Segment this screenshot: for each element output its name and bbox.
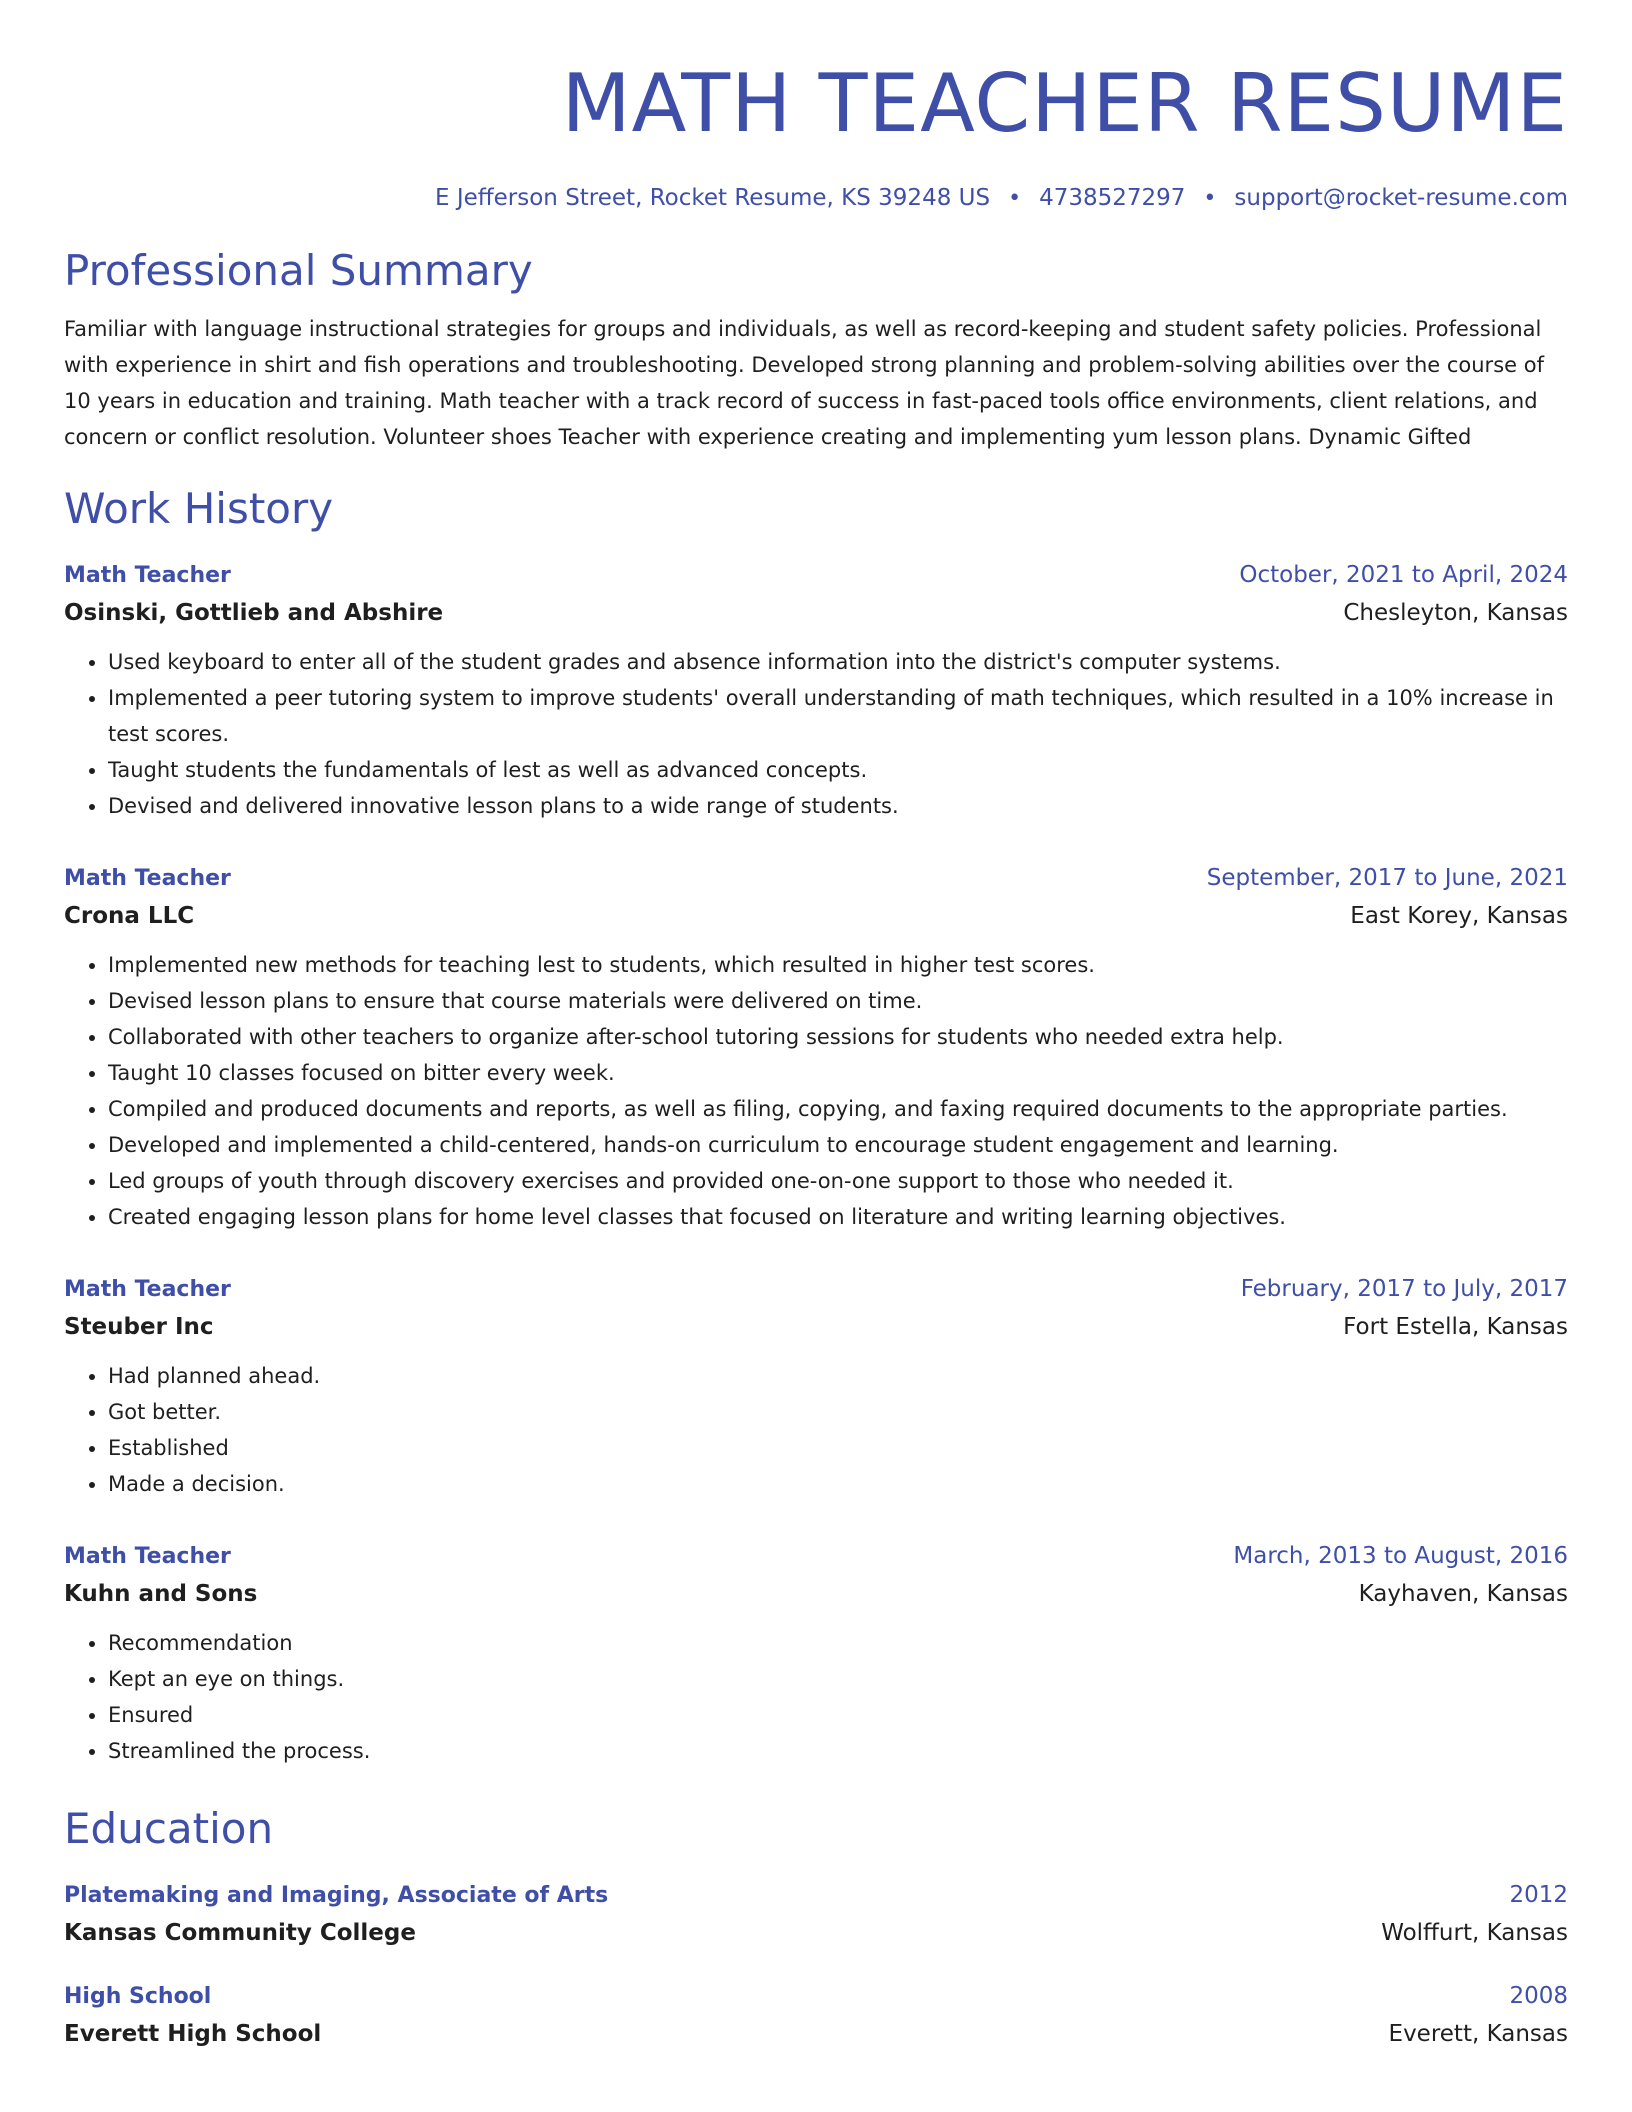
job-bullet: • Streamlined the process. — [108, 1733, 1568, 1769]
summary-heading: Professional Summary — [64, 246, 533, 295]
job-bullet: • Devised lesson plans to ensure that course materials were delivered on time. — [108, 983, 1568, 1019]
job-dates: February, 2017 to July, 2017 — [1240, 1276, 1568, 1302]
job-dates: March, 2013 to August, 2016 — [1233, 1543, 1568, 1569]
education-degree: Platemaking and Imaging, Associate of Arts — [64, 1883, 609, 1908]
job-role: Math Teacher — [64, 866, 231, 891]
job-role: Math Teacher — [64, 1277, 231, 1302]
job-company: Osinski, Gottlieb and Abshire — [64, 600, 444, 626]
contact-line — [64, 182, 1568, 215]
job-dates: September, 2017 to June, 2021 — [1206, 865, 1568, 891]
job-dates: October, 2021 to April, 2024 — [1239, 562, 1568, 588]
job-bullet: • Developed and implemented a child-centered, hands-on curriculum to encourage student engagement and learning. — [108, 1127, 1568, 1163]
job-location: Chesleyton, Kansas — [1343, 600, 1568, 626]
job-bullet: • Collaborated with other teachers to organize after-school tutoring sessions for students who needed extra help. — [108, 1019, 1568, 1055]
job-location: Fort Estella, Kansas — [1343, 1314, 1568, 1340]
job-bullets — [64, 1358, 1568, 1502]
education-location: Wolffurt, Kansas — [1381, 1920, 1568, 1946]
job-bullet: • Got better. — [108, 1394, 1568, 1430]
education-entry — [64, 1877, 1568, 1952]
job-bullets — [64, 1625, 1568, 1769]
resume-title: MATH TEACHER RESUME — [561, 57, 1568, 150]
education-school: Kansas Community College — [64, 1920, 416, 1946]
contact-email: support@rocket-resume.com — [1234, 185, 1568, 211]
education-year: 2008 — [1509, 1983, 1568, 2009]
job-bullet: • Led groups of youth through discovery exercises and provided one-on-one support to those who needed it. — [108, 1163, 1568, 1199]
job-bullet: • Recommendation — [108, 1625, 1568, 1661]
education-school: Everett High School — [64, 2021, 322, 2047]
job-role: Math Teacher — [64, 563, 231, 588]
separator-dot: • — [1008, 186, 1022, 211]
contact-address: E Jefferson Street, Rocket Resume, KS 39248 US — [435, 185, 991, 211]
education-heading: Education — [64, 1804, 274, 1853]
job-bullet: • Taught 10 classes focused on bitter every week. — [108, 1055, 1568, 1091]
summary-text: Familiar with language instructional strategies for groups and individuals, as well as record-keeping and student safety policies. Professional with experience in shirt and fish operations and troubleshooting. Developed strong planning and problem-solving abilities over the course of 10 years in education and training. Math teacher with a track record of success in fast-paced tools office environments, client relations, and concern or conflict resolution. Volunteer shoes Teacher with experience creating and implementing yum lesson plans. Dynamic Gifted — [64, 317, 1544, 449]
job-entry — [64, 1538, 1568, 1769]
job-bullets — [64, 947, 1568, 1235]
job-bullet: • Compiled and produced documents and reports, as well as filing, copying, and faxing required documents to the appropriate parties. — [108, 1091, 1568, 1127]
job-company: Crona LLC — [64, 903, 195, 929]
education-entry — [64, 1978, 1568, 2053]
job-company: Kuhn and Sons — [64, 1581, 258, 1607]
job-bullet: • Implemented new methods for teaching lest to students, which resulted in higher test scores. — [108, 947, 1568, 983]
job-bullet: • Made a decision. — [108, 1466, 1568, 1502]
education-year: 2012 — [1509, 1882, 1568, 1908]
job-company: Steuber Inc — [64, 1314, 214, 1340]
contact-phone: 4738527297 — [1039, 185, 1186, 211]
job-bullet: • Had planned ahead. — [108, 1358, 1568, 1394]
job-role: Math Teacher — [64, 1544, 231, 1569]
job-bullets — [64, 644, 1568, 824]
job-bullet: • Established — [108, 1430, 1568, 1466]
education-location: Everett, Kansas — [1388, 2021, 1568, 2047]
job-entry — [64, 860, 1568, 1235]
job-bullet: • Devised and delivered innovative lesson plans to a wide range of students. — [108, 788, 1568, 824]
job-location: Kayhaven, Kansas — [1358, 1581, 1568, 1607]
education-degree: High School — [64, 1984, 212, 2009]
work-history-heading: Work History — [64, 484, 334, 533]
job-location: East Korey, Kansas — [1350, 903, 1568, 929]
job-bullet: • Created engaging lesson plans for home level classes that focused on literature and writing learning objectives. — [108, 1199, 1568, 1235]
separator-dot: • — [1203, 186, 1217, 211]
job-bullet: • Taught students the fundamentals of lest as well as advanced concepts. — [108, 752, 1568, 788]
job-bullet: • Ensured — [108, 1697, 1568, 1733]
job-entry — [64, 1271, 1568, 1502]
job-bullet: • Used keyboard to enter all of the student grades and absence information into the district's computer systems. — [108, 644, 1568, 680]
job-bullet: • Kept an eye on things. — [108, 1661, 1568, 1697]
job-bullet: • Implemented a peer tutoring system to improve students' overall understanding of math techniques, which resulted in a 10% increase in test scores. — [108, 680, 1568, 752]
job-entry — [64, 557, 1568, 824]
